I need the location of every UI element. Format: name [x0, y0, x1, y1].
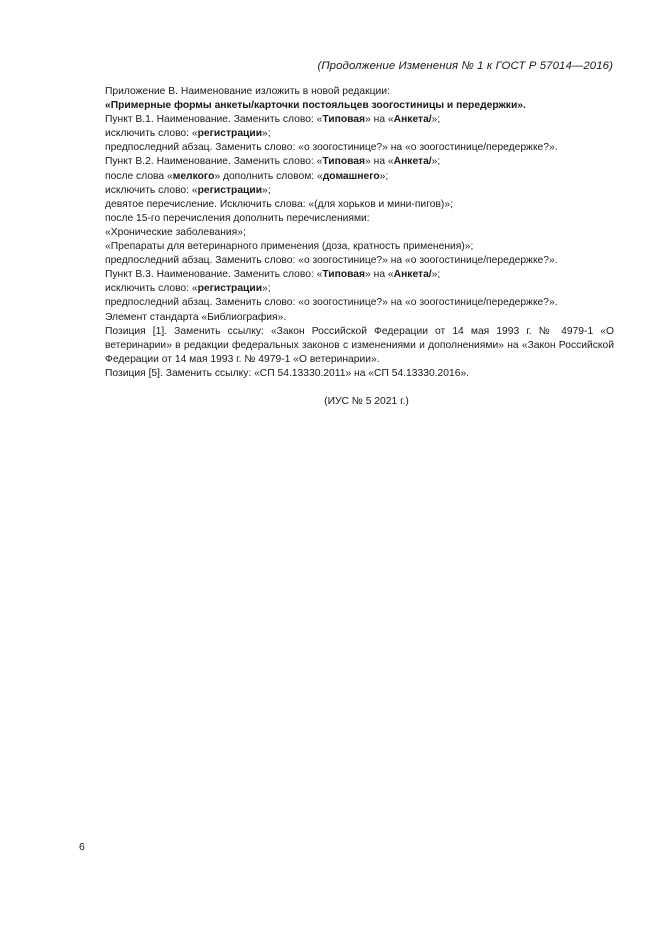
text: исключить слово: «	[105, 184, 198, 196]
text: Пункт В.2. Наименование. Заменить слово: «	[105, 156, 323, 168]
line-appendix-title: Приложение В. Наименование изложить в новой редакции:	[105, 86, 390, 97]
text: » на «	[365, 269, 394, 281]
spacer	[79, 381, 614, 395]
line-b2-vet-drugs: «Препараты для ветеринарного применения (доза, кратность применения)»;	[105, 241, 474, 253]
line-new-title	[79, 99, 614, 113]
text: Пункт В.3. Наименование. Заменить слово: «	[105, 269, 323, 281]
bold-word: регистрации	[197, 283, 263, 295]
line-b1-name	[79, 113, 614, 127]
line-b2-ninth: девятое перечисление. Исключить слова: «(для хорьков и мини-пигов)»;	[105, 198, 453, 210]
bold-word: домашнего	[322, 170, 380, 182]
page-number: 6	[79, 842, 85, 853]
text: после слова «	[105, 170, 173, 182]
text: » на «	[365, 156, 394, 168]
bold-word: регистрации	[197, 128, 263, 140]
bold-word: регистрации	[197, 184, 263, 196]
text: »;	[431, 269, 441, 281]
line-b2-name	[79, 155, 614, 169]
text: »;	[262, 128, 271, 140]
line-bibliography: Элемент стандарта «Библиография».	[105, 311, 287, 323]
bold-word: Анкета/	[393, 269, 432, 281]
line-b2-after15: после 15-го перечисления дополнить перечислениями:	[105, 212, 370, 224]
continuation-header: (Продолжение Изменения № 1 к ГОСТ Р 57014—2016)	[317, 60, 613, 72]
issue-reference: (ИУС № 5 2021 г.)	[324, 395, 409, 407]
bold-word: Анкета/	[393, 156, 432, 168]
line-b3-paragraph: предпоследний абзац. Заменить слово: «о зоогостинице?» на «о зоогостинице/передержке?».	[105, 297, 558, 309]
text: исключить слово: «	[105, 283, 198, 295]
text: »;	[379, 170, 389, 182]
text: Пункт В.1. Наименование. Заменить слово: «	[105, 114, 323, 126]
text: »;	[262, 283, 271, 295]
bold-word: Типовая	[322, 114, 366, 126]
text: »;	[431, 156, 441, 168]
text: » дополнить словом: «	[214, 170, 323, 182]
document-body	[79, 85, 614, 409]
line-b2-exclude	[79, 184, 614, 198]
line-position-1: Позиция [1]. Заменить ссылку: «Закон Российской Федерации от 14 мая 1993 г. № 4979-1 «О ветеринарии» в редакции федеральных законов с изменениями и дополнениями» на «Закон Российской Федерации от 14 мая 1993 г. № 4979-1 «О ветеринарии».	[105, 325, 614, 365]
bold-word: Анкета/	[393, 114, 432, 126]
bold-new-title: «Примерные формы анкеты/карточки постояльцев зоогостиницы и передержки».	[105, 100, 526, 112]
line-b2-paragraph: предпоследний абзац. Заменить слово: «о зоогостинице?» на «о зоогостинице/передержке?».	[105, 255, 558, 267]
text: »;	[431, 114, 441, 126]
text: » на «	[365, 114, 394, 126]
line-b3-name	[79, 268, 614, 282]
bold-word: Типовая	[322, 269, 366, 281]
line-b2-chronic: «Хронические заболевания»;	[105, 226, 246, 238]
line-b3-exclude	[79, 282, 614, 296]
line-b1-exclude	[79, 127, 614, 141]
line-b1-paragraph: предпоследний абзац. Заменить слово: «о зоогостинице?» на «о зоогостинице/передержке?».	[105, 142, 558, 154]
bold-word: Типовая	[322, 156, 366, 168]
text: исключить слово: «	[105, 128, 198, 140]
text: »;	[262, 184, 271, 196]
bold-word: мелкого	[172, 170, 215, 182]
line-b2-add-word	[79, 170, 614, 184]
line-position-5: Позиция [5]. Заменить ссылку: «СП 54.13330.2011» на «СП 54.13330.2016».	[105, 367, 470, 379]
